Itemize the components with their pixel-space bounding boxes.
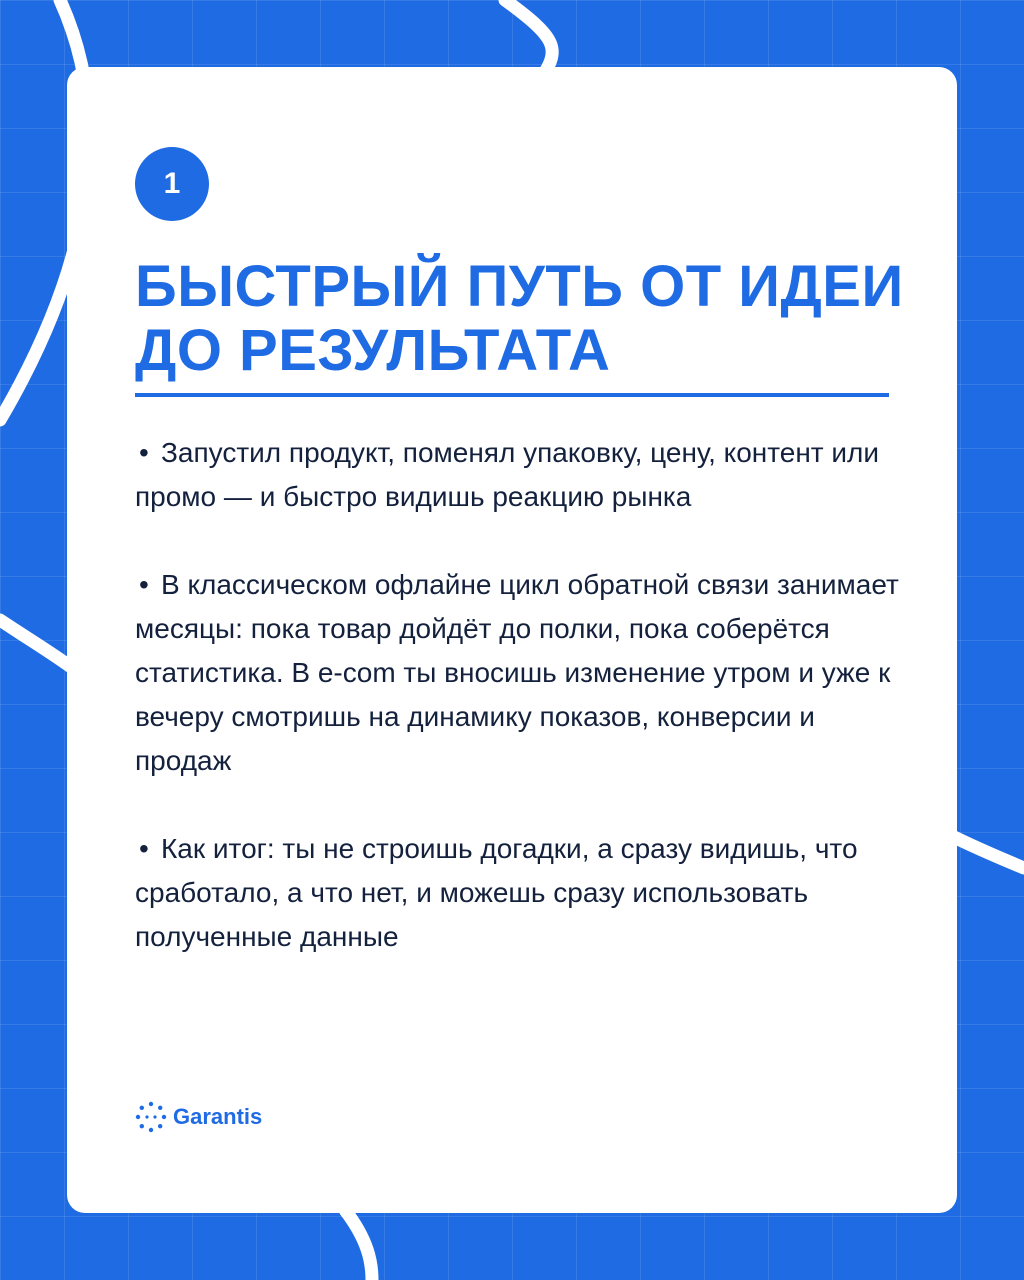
content-card xyxy=(67,67,957,1213)
card-title: БЫСТРЫЙ ПУТЬ ОТ ИДЕИ ДО РЕЗУЛЬТАТА xyxy=(135,254,904,383)
bullet-item xyxy=(135,431,905,519)
bullet-item xyxy=(135,827,905,959)
bullet-text: В классическом офлайне цикл обратной связи занимает месяцы: пока товар дойдёт до полки, пока соберётся статистика. В e-com ты вносишь изменение утром и уже к вечеру смотришь на динамику показов, конверсии и продаж xyxy=(135,569,899,776)
bullet-marker: • xyxy=(139,569,149,600)
brand-logo xyxy=(135,1101,262,1133)
bullet-text: Запустил продукт, поменял упаковку, цену, контент или промо — и быстро видишь реакцию рынка xyxy=(135,437,880,512)
garantis-logo-icon xyxy=(135,1101,167,1133)
logo-text: Garantis xyxy=(173,1104,263,1129)
title-divider xyxy=(135,393,889,397)
bullet-list xyxy=(135,431,905,1003)
bullet-marker: • xyxy=(139,833,149,864)
bullet-marker: • xyxy=(139,437,149,468)
step-number-badge: 1 xyxy=(135,147,209,221)
bullet-text: Как итог: ты не строишь догадки, а сразу видишь, что сработало, а что нет, и можешь сразу использовать полученные данные xyxy=(135,833,858,952)
bullet-item xyxy=(135,563,905,783)
